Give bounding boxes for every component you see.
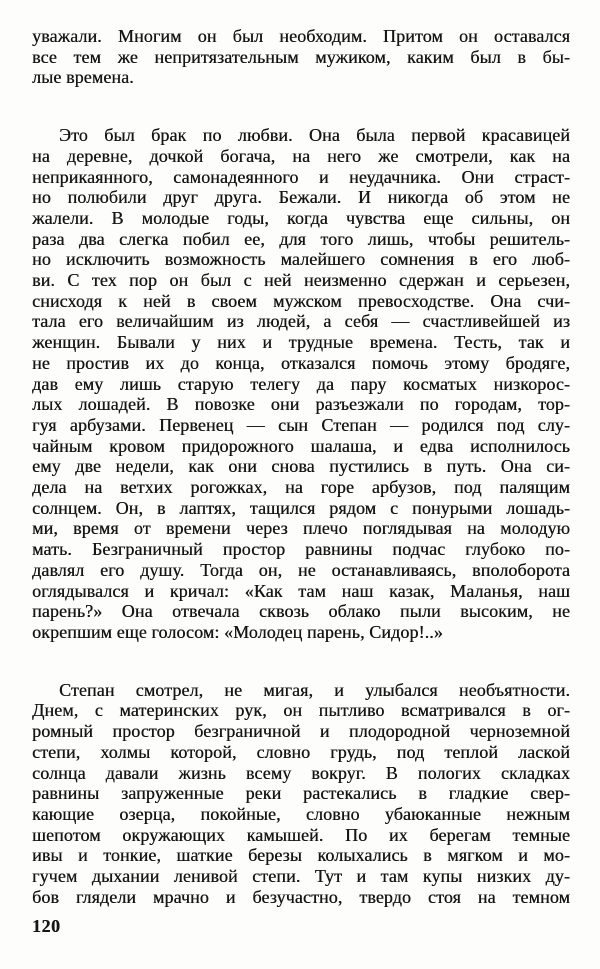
text-line: равнины запруженные реки растекались в гладкие свер- [32, 783, 570, 804]
text-line: раза два слегка побил ее, для того лишь, чтобы решитель- [32, 228, 570, 249]
text-line: кающие озерца, покойные, словно убаюканные нежным [32, 803, 570, 824]
text-line: ему две недели, как они снова пустились в путь. Она си- [32, 456, 570, 477]
text-line: уважали. Многим он был необходим. Притом он оставался [32, 26, 570, 46]
text-line: неприкаянного, самонадеянного и неудачника. Они страст- [32, 166, 570, 187]
text-line: ивы и тонкие, шаткие березы колыхались в мягком и мо- [32, 845, 570, 866]
page-number: 120 [32, 916, 61, 936]
text-line: бов глядели мрачно и безучастно, твердо стоя на темном [32, 886, 570, 907]
text-line: гучем дыхании ленивой степи. Тут и там купы низких ду- [32, 866, 570, 887]
text-line: ви. С тех пор он был с ней неизменно сдержан и серьезен, [32, 270, 570, 291]
text-line: все тем же непритязательным мужиком, каким был в бы- [32, 46, 570, 67]
text-line: не простив их до конца, отказался помочь этому бродяге, [32, 352, 570, 373]
text-line: дела на ветхих рогожках, на горе арбузов, под палящим [32, 477, 570, 498]
text-line: гуя арбузами. Первенец — сын Степан — родился под слу- [32, 414, 570, 435]
text-line: снисходя к ней в своем мужском превосходстве. Она счи- [32, 290, 570, 311]
text-line: солнца давали жизнь всему вокруг. В пологих складках [32, 762, 570, 783]
page-text [32, 26, 570, 907]
text-line: давлял его душу. Тогда он, не останавливаясь, вполоборота [32, 559, 570, 580]
text-line: окрепшим еще голосом: «Молодец парень, Сидор!..» [32, 621, 443, 642]
text-line: тала его величайшим из людей, а себя — счастливейшей из [32, 311, 570, 332]
text-line: лых лошадей. В повозке они разъезжали по городам, тор- [32, 394, 570, 415]
text-line: оглядывался и кричал: «Как там наш казак, Маланья, наш [32, 580, 570, 601]
text-line: жалели. В молодые годы, когда чувства еще сильны, он [32, 207, 570, 228]
text-line: на деревне, дочкой богача, на него же смотрели, как на [32, 145, 570, 166]
text-line: Степан смотрел, не мигая, и улыбался необъятности. [59, 679, 570, 700]
text-line: Днем, с материнских рук, он пытливо всматривался в ог- [32, 700, 570, 721]
text-line: ромный простор безграничной и плодородной черноземной [32, 721, 570, 742]
text-line: лые времена. [32, 67, 134, 88]
paragraph [32, 680, 570, 908]
text-line: мать. Безграничный простор равнины подчас глубоко по- [32, 539, 570, 560]
text-line: ми, время от времени через плечо поглядывая на молодую [32, 518, 570, 539]
text-line: шепотом окружающих камышей. По их берегам темные [32, 824, 570, 845]
text-line: но исключить возможность малейшего сомнения в его люб- [32, 249, 570, 270]
text-line: степи, холмы которой, словно грудь, под теплой лаской [32, 741, 570, 762]
text-line: женщин. Бывали у них и трудные времена. Тесть, так и [32, 332, 570, 353]
paragraph [32, 125, 570, 643]
text-line: но полюбили друг друга. Бежали. И никогда об этом не [32, 187, 570, 208]
paragraph [32, 26, 570, 88]
text-line: парень?» Она отвечала сквозь облако пыли высоким, не [32, 601, 570, 622]
text-line: Это был брак по любви. Она была первой красавицей [59, 125, 570, 146]
text-line: чайным кровом придорожного шалаша, и едва исполнилось [32, 435, 570, 456]
text-line: солнцем. Он, в лаптях, тащился рядом с понурыми лошадь- [32, 497, 570, 518]
text-line: дав ему лишь старую телегу да пару косматых низкорос- [32, 373, 570, 394]
